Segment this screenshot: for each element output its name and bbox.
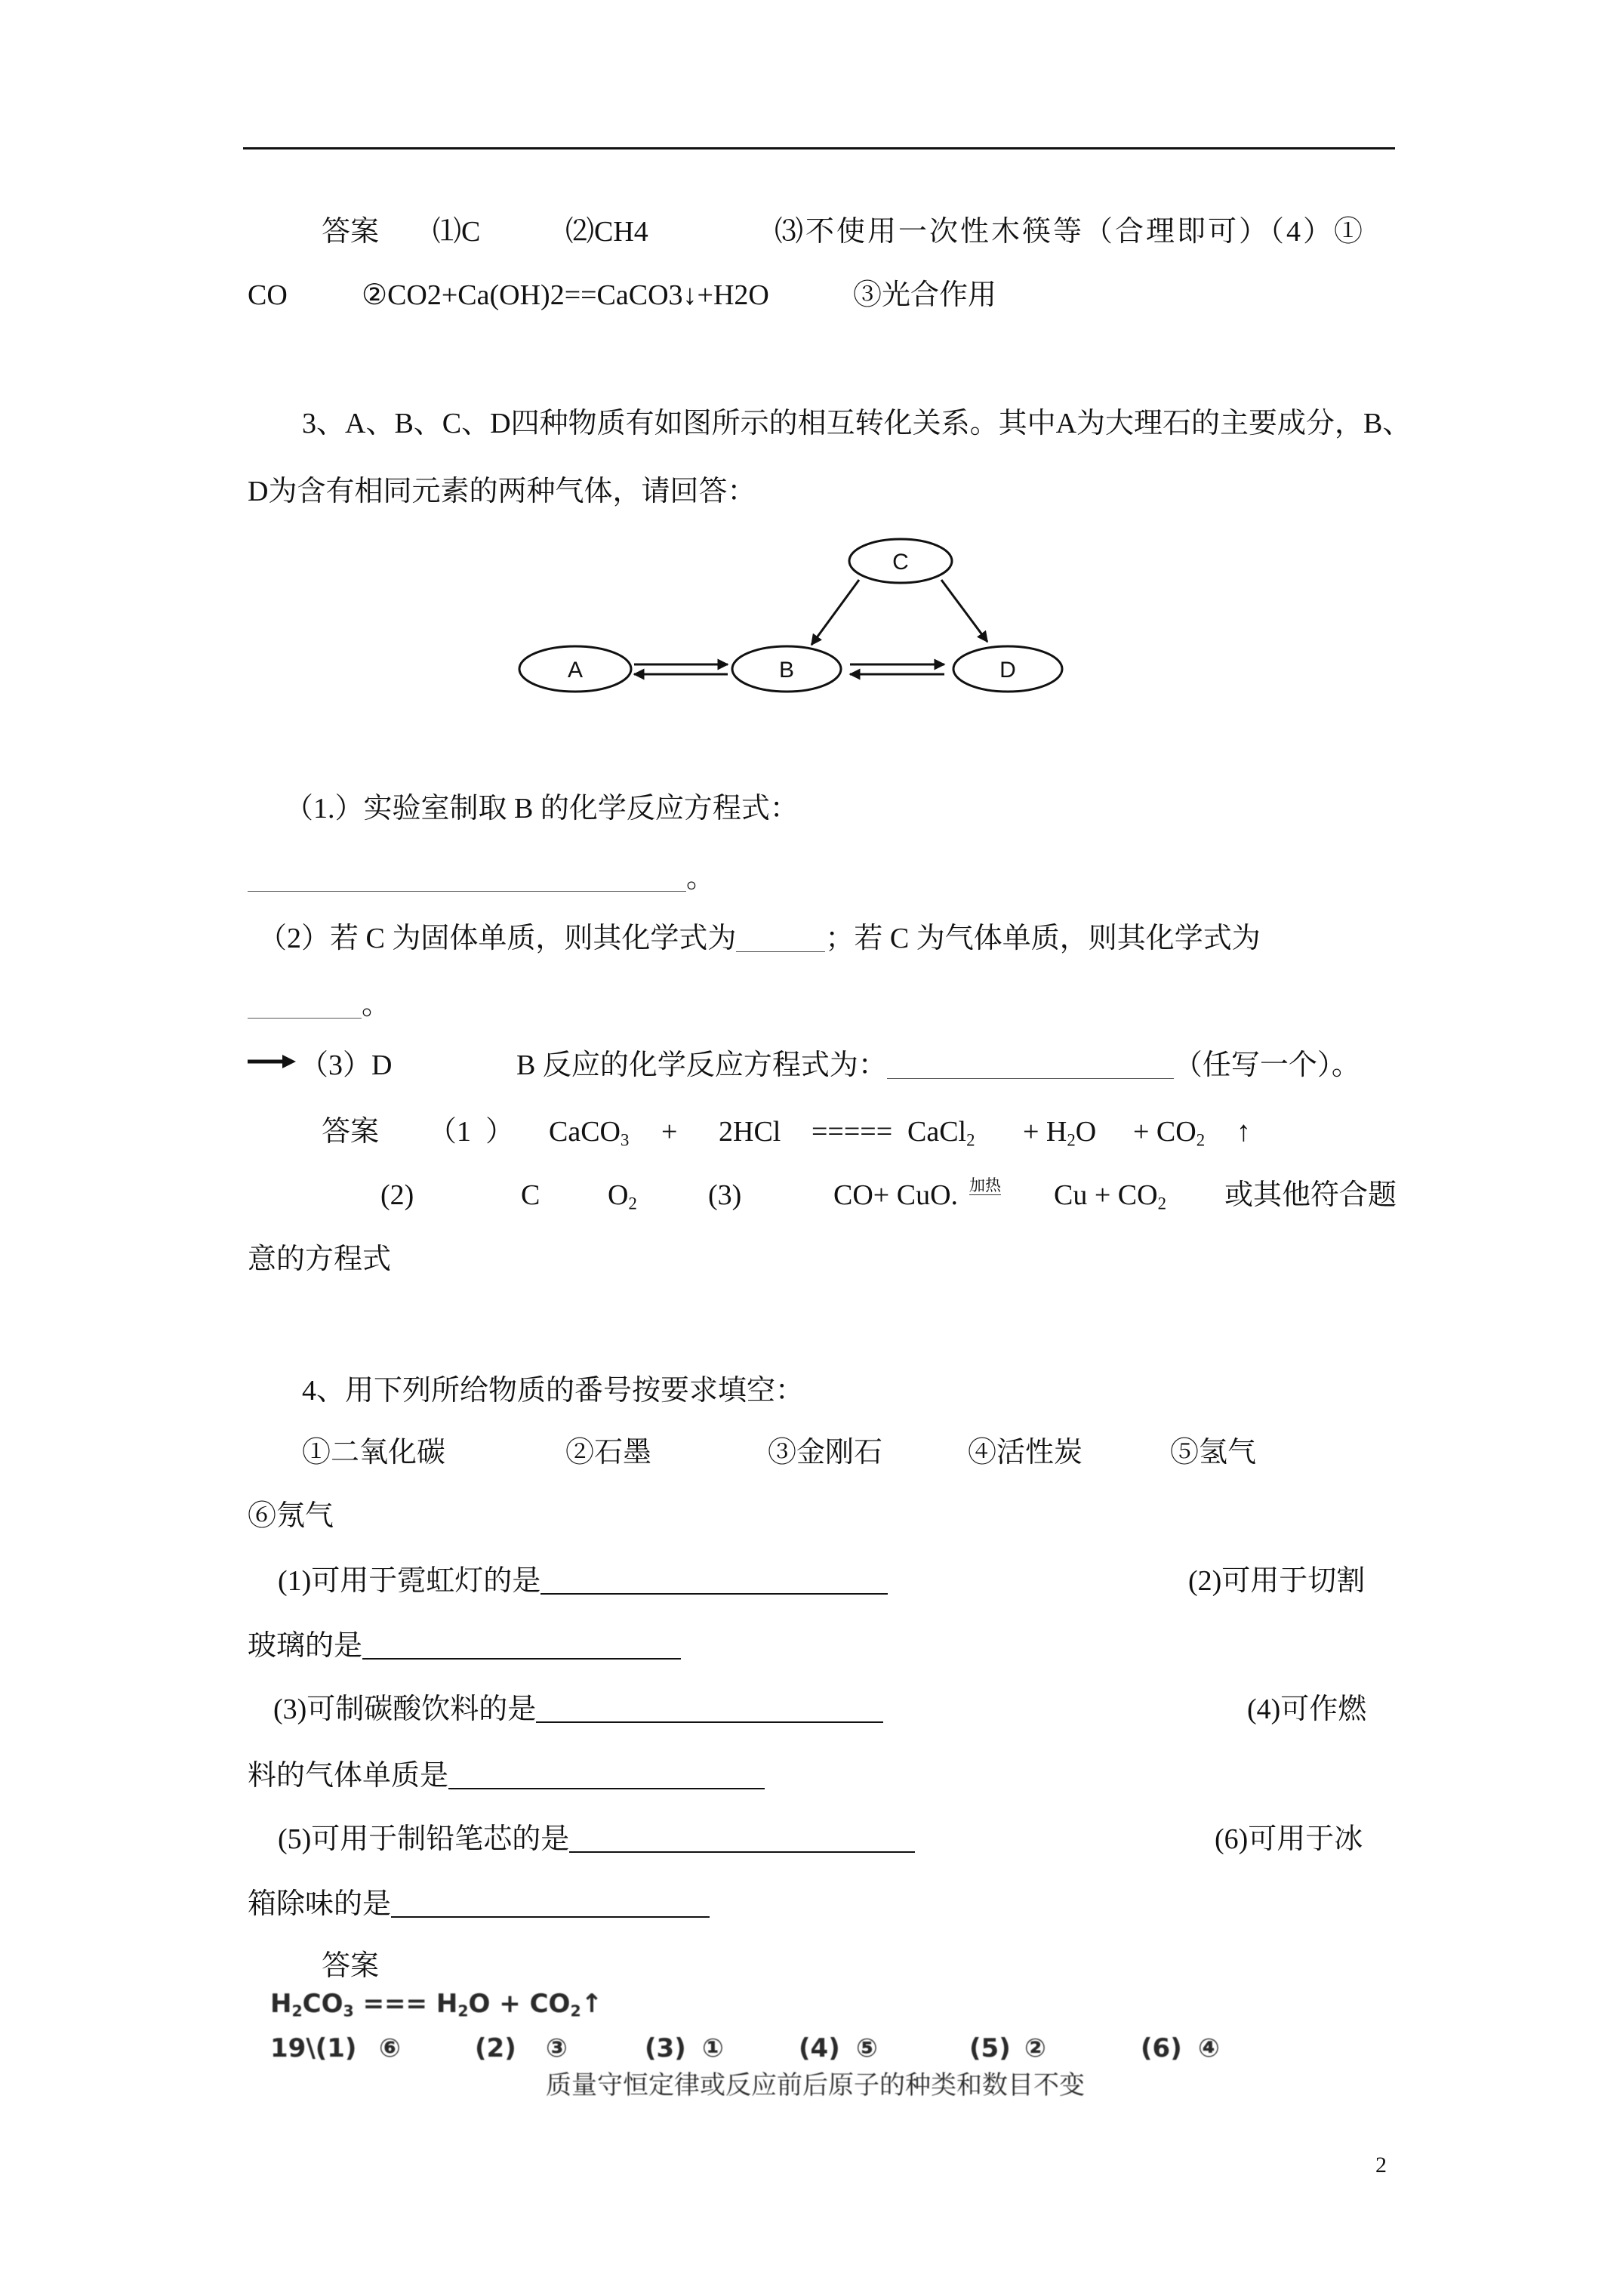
option-6: ⑥氖气 [248,1500,334,1532]
subscript: 2 [628,1194,637,1213]
item-text: 玻璃的是 [248,1630,363,1662]
subscript: 2 [291,2002,303,2020]
fill-blank [362,1658,681,1660]
scanned-cut-line: 质量守恒定律或反应前后原子的种类和数目不变 [546,2070,1085,2100]
answer-item-4-equation: ②CO2+Ca(OH)2==CaCO3↓+H2O [362,279,769,311]
question-3-part-3-lead: （3）D [300,1049,393,1081]
formula-text: + H [1023,1116,1067,1148]
question-4-item-5 [278,1823,915,1856]
formula-text: CO [302,1989,343,2019]
answer-number-3: (3) [708,1179,742,1211]
scanned-answer-5: ② [1024,2033,1046,2063]
equation-products [1054,1179,1166,1212]
question-4-item-2-continuation [248,1629,681,1663]
scanned-item-6: (6) [1141,2033,1182,2063]
option-1: ①二氧化碳 [302,1437,446,1469]
gas-arrow-icon: ↑ [581,1989,603,2019]
scanned-item-4: (4) [799,2033,840,2063]
formula-text: O + CO [468,1989,571,2019]
formula-caco3 [549,1115,629,1148]
formula-o2 [608,1179,637,1212]
answer-label: 答案 [322,216,380,248]
part-3-end: （任写一个）。 [1173,1049,1360,1081]
arrow-right-icon [246,1052,297,1071]
item-text: (5)可用于制铅笔芯的是 [278,1823,570,1855]
period: 。 [362,989,391,1021]
scanned-answer-1: ⑥ [379,2033,401,2063]
part-2-prompt-b: ；若 C 为气体单质，则其化学式为 [825,923,1261,954]
gas-arrow-icon: ↑ [1236,1116,1251,1148]
arrow-c-to-b [812,580,859,645]
formula-text: CaCl [907,1116,967,1148]
answer-number-2: (2) [380,1179,414,1211]
subscript: 2 [1157,1194,1166,1213]
formula-text: O [1075,1116,1097,1148]
formula-text: CaCO [549,1116,621,1148]
fill-blank [536,1721,883,1723]
equation-reactants: CO+ CuO. [833,1179,959,1211]
question-4-item-2: (2)可用于切割 [1188,1565,1366,1597]
question-4-item-1 [278,1564,888,1598]
plus-sign: + [661,1116,678,1148]
scanned-equation [270,1987,602,2020]
subscript: 3 [343,2002,354,2020]
answer-item-2: ⑵CH4 [565,216,648,248]
item-text: 箱除味的是 [248,1888,392,1920]
formula-h2o [1023,1115,1096,1148]
item-text: 料的气体单质是 [248,1760,449,1792]
question-4-item-3 [273,1693,883,1726]
answer-note: 或其他符合题 [1224,1179,1397,1211]
scanned-answer-image [264,1989,1238,2100]
option-2: ②石墨 [565,1437,652,1469]
equals-sign: ===== [812,1116,893,1148]
fill-blank [540,1593,888,1595]
answer-item-3: ⑶不使用一次性木筷等（合理即可）（4）① [775,216,1366,248]
scanned-answer-4: ⑤ [856,2033,878,2063]
answer-number-1: （1 ） [428,1116,515,1148]
formula-text: Cu + CO [1054,1179,1158,1211]
item-text: (3)可制碳酸饮料的是 [273,1693,537,1725]
fill-blank [248,1018,362,1019]
scanned-answer-3: ① [702,2033,724,2063]
question-3-part-2 [258,922,1261,955]
scanned-question-number: 19\(1) [270,2033,357,2063]
option-3: ③金刚石 [768,1437,883,1469]
arrow-c-to-d [941,580,987,642]
fill-blank [736,951,825,952]
node-b-label: B [778,658,795,683]
fill-blank [248,891,686,892]
answer-label: 答案 [322,1116,380,1148]
question-3-part-1: （1.）实验室制取 B 的化学反应方程式： [285,793,799,824]
formula-c: C [521,1179,540,1211]
option-4: ④活性炭 [968,1437,1083,1469]
formula-co2 [1133,1115,1205,1148]
fill-blank [391,1916,710,1918]
subscript: 2 [457,2002,469,2020]
subscript: 2 [1196,1130,1206,1150]
question-4-item-6: (6)可用于冰 [1215,1823,1363,1855]
question-3-stem-line-2: D为含有相同元素的两种气体，请回答： [248,476,756,507]
part-3-prompt: B 反应的化学反应方程式为： [516,1049,887,1081]
formula-text: H [270,1989,292,2019]
answer-item-1: ⑴C [433,216,481,248]
scanned-item-3: (3) [645,2033,686,2063]
fill-blank [887,1078,1174,1079]
question-4-item-4-continuation [248,1759,765,1792]
formula-hcl: 2HCl [719,1116,781,1148]
header-rule [243,147,1395,149]
answer-item-4-photosynthesis: ③光合作用 [853,279,997,311]
conversion-diagram [513,529,1072,710]
node-d-label: D [999,658,1016,683]
formula-text: + CO [1133,1116,1196,1148]
answer-item-4-lead: CO [248,279,288,311]
fill-blank [448,1788,765,1789]
question-3-part-2-continuation [248,988,390,1022]
question-3-stem-line-1: 3、A、B、C、D四种物质有如图所示的相互转化关系。其中A为大理石的主要成分，B、 [302,408,1412,439]
node-c-label: C [892,550,909,575]
question-3-part-1-answer-line [248,861,715,895]
option-5: ⑤氢气 [1170,1437,1257,1469]
subscript: 2 [570,2002,581,2020]
scanned-answer-6: ④ [1198,2033,1220,2063]
question-4-stem: 4、用下列所给物质的番号按要求填空： [302,1375,805,1407]
subscript: 2 [1067,1130,1076,1150]
page-number: 2 [1375,2153,1387,2177]
subscript: 3 [621,1130,630,1150]
question-4-item-6-continuation [248,1888,710,1921]
scanned-item-5: (5) [969,2033,1011,2063]
formula-cacl2 [907,1115,975,1148]
item-text: (1)可用于霓虹灯的是 [278,1565,541,1597]
period: 。 [686,862,716,894]
question-4-item-4: (4)可作燃 [1247,1693,1367,1725]
scanned-item-2: (2) [475,2033,516,2063]
fill-blank [569,1851,915,1853]
formula-text: === H [353,1989,458,2019]
subscript: 2 [966,1130,975,1150]
answer-note-continuation: 意的方程式 [248,1244,392,1275]
formula-text: O [608,1179,629,1211]
reaction-condition: 加热 [969,1176,1001,1194]
answer-label: 答案 [322,1950,380,1982]
scanned-answer-2: ③ [546,2033,568,2063]
question-3-part-3 [516,1049,1360,1082]
node-a-label: A [567,658,584,683]
part-2-prompt-a: （2）若 C 为固体单质，则其化学式为 [258,923,737,954]
